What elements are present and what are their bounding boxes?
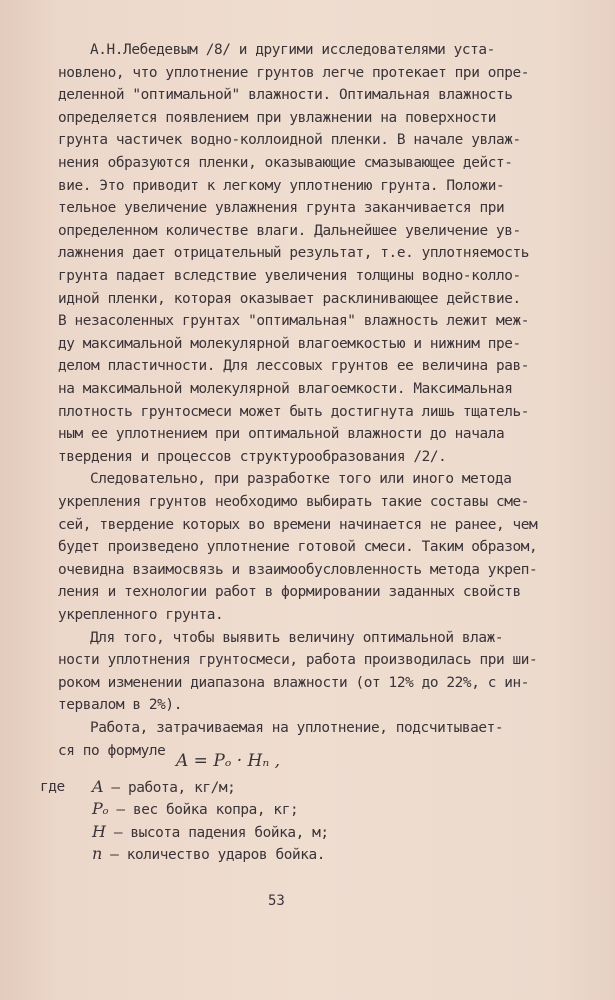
text-line: А.Н.Лебедевым /8/ и другими исследователями уста- xyxy=(90,42,495,58)
page-number: 53 xyxy=(268,893,285,909)
definition-item xyxy=(92,822,329,843)
text-line: роком изменении диапазона влажности (от 12% до 22%, с ин- xyxy=(58,674,530,691)
definition-text: работа, кг/м; xyxy=(127,779,236,796)
text-line: Для того, чтобы выявить величину оптимальной влаж- xyxy=(90,629,504,646)
text-line: грунта частичек водно-коллоидной пленки. В начале увлаж- xyxy=(58,132,521,149)
definition-dash: – xyxy=(103,779,128,796)
text-line: очевидна взаимосвязь и взаимообусловленность метода укреп- xyxy=(58,561,538,578)
definition-dash: – xyxy=(108,802,133,819)
text-line: идной пленки, которая оказывает расклинивающее действие. xyxy=(58,290,521,307)
text-line: тервалом в 2%). xyxy=(58,697,182,714)
text-line: лажнения дает отрицательный результат, т.е. уплотняемость xyxy=(58,245,530,262)
text-line: новлено, что уплотнение грунтов легче протекает при опре- xyxy=(58,64,530,81)
definition-text: высота падения бойка, м; xyxy=(130,824,329,841)
text-line: сей, твердение которых во времени начинается не ранее, чем xyxy=(58,516,538,533)
text-line: определенном количестве влаги. Дальнейшее увеличение ув- xyxy=(58,222,521,239)
definition-item xyxy=(92,799,298,820)
text-line: В незасоленных грунтах "оптимальная" влажность лежит меж- xyxy=(58,313,530,330)
definition-dash: – xyxy=(101,847,127,864)
definition-symbol: n xyxy=(92,844,102,864)
text-line: на максимальной молекулярной влагоемкости. Максимальная xyxy=(58,381,513,397)
definition-symbol: Pₒ xyxy=(92,799,109,819)
text-line: ся по формуле xyxy=(58,742,166,759)
definition-text: количество ударов бойка. xyxy=(126,847,326,864)
definition-symbol: A xyxy=(92,776,104,796)
text-line: плотность грунтосмеси может быть достигнута лишь тщатель- xyxy=(58,403,530,420)
where-label: где xyxy=(40,778,65,795)
definition-item xyxy=(92,777,235,798)
text-line: твердения и процессов структурообразования /2/. xyxy=(58,448,447,465)
definition-dash: – xyxy=(105,824,131,841)
text-line: определяется появлением при увлажнении на поверхности xyxy=(58,109,496,126)
text-line: ным ее уплотнением при оптимальной влажности до начала xyxy=(58,426,505,443)
text-line: деленной "оптимальной" влажности. Оптимальная влажность xyxy=(58,87,513,104)
text-line: грунта падает вследствие увеличения толщины водно-колло- xyxy=(58,268,521,284)
text-line: укрепленного грунта. xyxy=(58,607,224,623)
text-line: ду максимальной молекулярной влагоемкостью и нижним пре- xyxy=(58,335,521,352)
text-line: делом пластичности. Для лессовых грунтов ее величина рав- xyxy=(58,358,530,375)
text-line: будет произведено уплотнение готовой смеси. Таким образом, xyxy=(58,539,538,556)
text-line: укрепления грунтов необходимо выбирать такие составы сме- xyxy=(58,494,530,510)
text-line: нения образуются пленки, оказывающие смазывающее дейст- xyxy=(58,155,513,171)
text-line: тельное увеличение увлажнения грунта заканчивается при xyxy=(58,200,505,217)
definition-item xyxy=(92,844,325,865)
text-line: ления и технологии работ в формировании заданных свойств xyxy=(58,584,521,601)
definition-text: вес бойка копра, кг; xyxy=(132,802,299,819)
text-line: Следовательно, при разработке того или иного метода xyxy=(90,471,512,488)
formula: A = Pₒ · Hₙ , xyxy=(176,750,281,771)
text-line: вие. Это приводит к легкому уплотнению грунта. Положи- xyxy=(58,177,505,194)
text-line: Работа, затрачиваемая на уплотнение, подсчитывает- xyxy=(90,720,504,736)
definition-symbol: H xyxy=(92,821,106,841)
text-line: ности уплотнения грунтосмеси, работа производилась при ши- xyxy=(58,652,538,669)
